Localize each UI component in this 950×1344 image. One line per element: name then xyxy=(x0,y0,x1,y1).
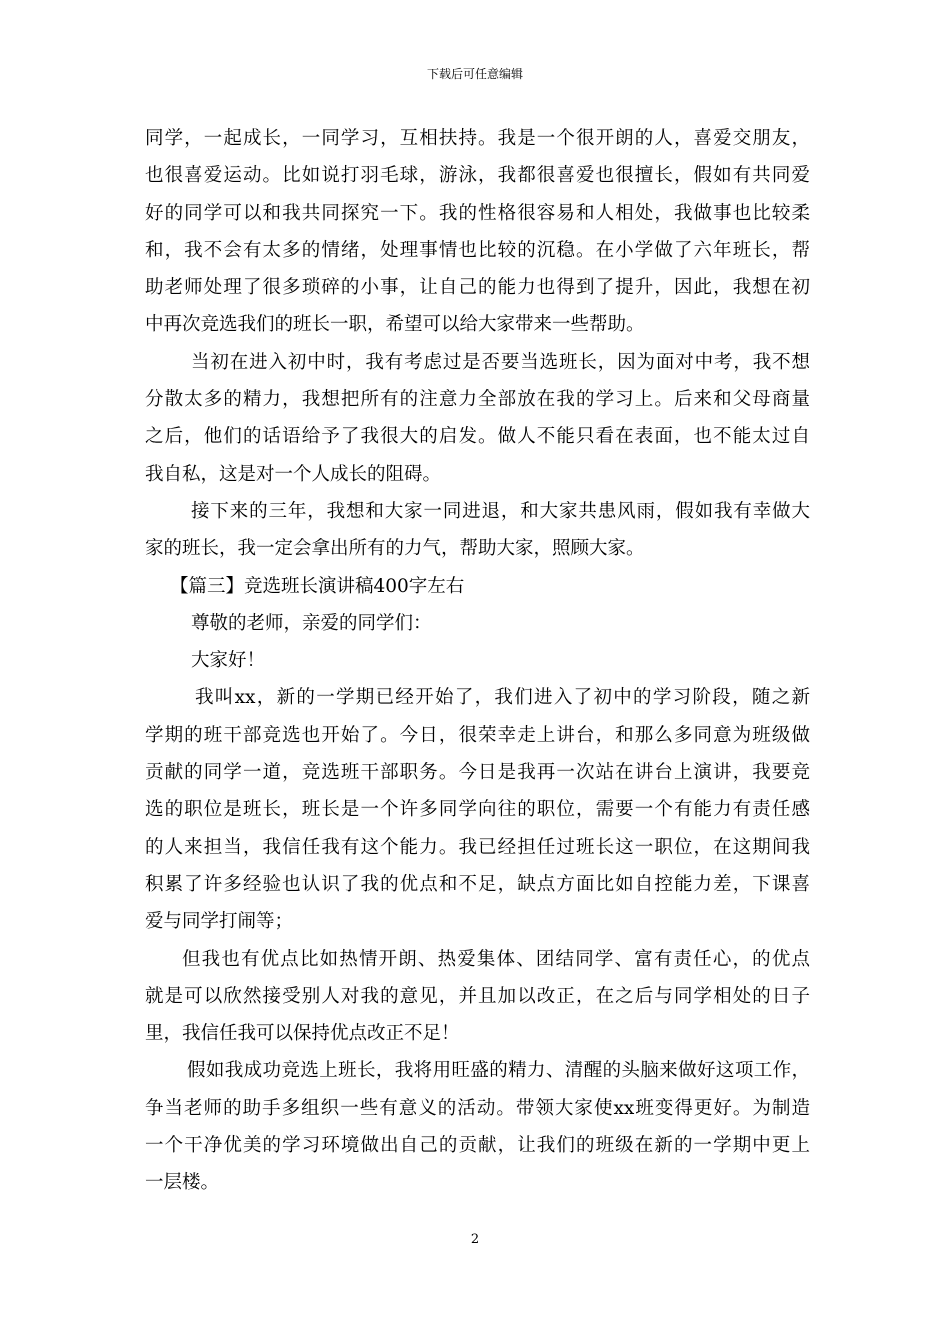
text-line: 里，我信任我可以保持优点改正不足！ xyxy=(145,1023,460,1045)
text-line: 【篇三】竞选班长演讲稿400字左右 xyxy=(170,575,465,597)
document-body xyxy=(145,120,810,1202)
text-line: 一层楼。 xyxy=(145,1172,220,1194)
text-line: 和，我不会有太多的情绪，处理事情也比较的沉稳。在小学做了六年班长，帮 xyxy=(145,239,810,261)
text-line: 但我也有优点比如热情开朗、热爱集体、团结同学、富有责任心，的优点 xyxy=(182,948,810,970)
text-line: 家的班长，我一定会拿出所有的力气，帮助大家，照顾大家。 xyxy=(145,538,645,560)
text-line: 的人来担当，我信任我有这个能力。我已经担任过班长这一职位，在这期间我 xyxy=(145,836,810,858)
text-line: 假如我成功竞选上班长，我将用旺盛的精力、清醒的头脑来做好这项工作， xyxy=(187,1060,810,1082)
page-number: 2 xyxy=(470,1232,480,1247)
page-header: 下载后可任意编辑 xyxy=(426,67,523,81)
text-line: 贡献的同学一道，竞选班干部职务。今日是我再一次站在讲台上演讲，我要竞 xyxy=(145,762,810,784)
text-line: 选的职位是班长，班长是一个许多同学向往的职位，需要一个有能力有责任感 xyxy=(145,799,810,821)
text-line: 同学，一起成长，一同学习，互相扶持。我是一个很开朗的人，喜爱交朋友， xyxy=(145,128,810,149)
text-line: 分散太多的精力，我想把所有的注意力全部放在我的学习上。后来和父母商量 xyxy=(145,389,810,411)
text-line: 接下来的三年，我想和大家一同进退，和大家共患风雨，假如我有幸做大 xyxy=(191,500,810,522)
text-line: 爱与同学打闹等； xyxy=(145,911,294,933)
text-line: 积累了许多经验也认识了我的优点和不足，缺点方面比如自控能力差，下课喜 xyxy=(145,873,810,895)
text-line: 一个干净优美的学习环境做出自己的贡献，让我们的班级在新的一学期中更上 xyxy=(145,1135,810,1157)
text-line: 争当老师的助手多组织一些有意义的活动。带领大家使xx班变得更好。为制造 xyxy=(145,1097,810,1119)
text-line: 我自私，这是对一个人成长的阻碍。 xyxy=(145,463,442,485)
text-line: 之后，他们的话语给予了我很大的启发。做人不能只看在表面，也不能太过自 xyxy=(145,426,810,448)
text-line: 学期的班干部竞选也开始了。今日，很荣幸走上讲台，和那么多同意为班级做 xyxy=(145,724,810,746)
text-line: 当初在进入初中时，我有考虑过是否要当选班长，因为面对中考，我不想 xyxy=(191,351,810,373)
text-line: 我叫xx，新的一学期已经开始了，我们进入了初中的学习阶段，随之新 xyxy=(195,687,810,709)
text-line: 助老师处理了很多琐碎的小事，让自己的能力也得到了提升，因此，我想在初 xyxy=(145,277,810,299)
text-line: 也很喜爱运动。比如说打羽毛球，游泳，我都很喜爱也很擅长，假如有共同爱 xyxy=(145,165,810,187)
text-line: 就是可以欣然接受别人对我的意见，并且加以改正，在之后与同学相处的日子 xyxy=(145,985,810,1007)
text-line: 大家好！ xyxy=(191,650,266,672)
text-line: 中再次竞选我们的班长一职，希望可以给大家带来一些帮助。 xyxy=(145,314,645,336)
text-line: 尊敬的老师，亲爱的同学们： xyxy=(191,612,432,634)
text-line: 好的同学可以和我共同探究一下。我的性格很容易和人相处，我做事也比较柔 xyxy=(145,202,810,224)
